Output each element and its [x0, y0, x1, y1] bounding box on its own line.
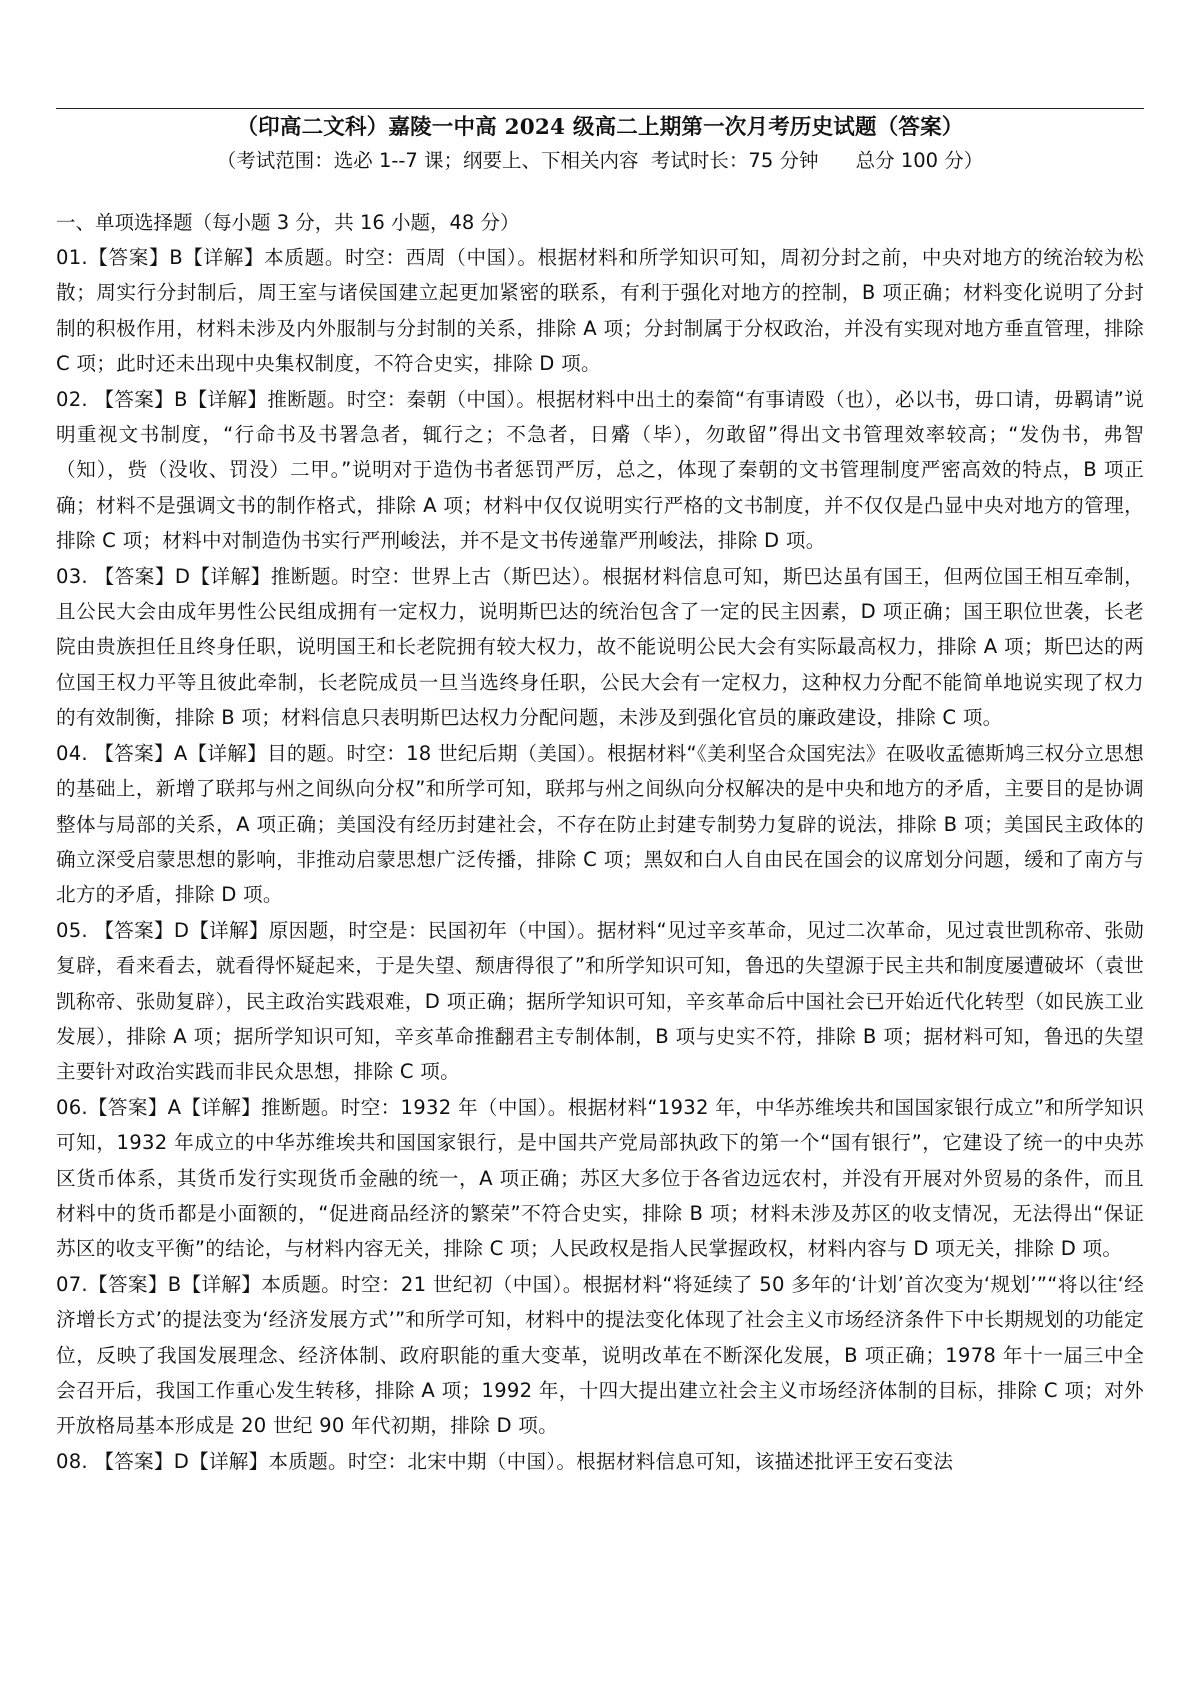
answer-item-04: 04. 【答案】A【详解】目的题。时空：18 世纪后期（美国）。根据材料“《美利坚合众国宪法》在吸收孟德斯鸠三权分立思想的基础上，新增了联邦与州之间纵向分权”和所学可知，联邦与州之间纵向分权解决的是中央和地方的矛盾，主要目的是协调整体与局部的关系，A 项正确；美国没有经历封建社会，不存在防止封建专制势力复辟的说法，排除 B 项；美国民主政体的确立深受启蒙思想的影响，非推动启蒙思想广泛传播，排除 C 项；黑奴和白人自由民在国会的议席划分问题，缓和了南方与北方的矛盾，排除 D 项。	[56, 741, 1144, 907]
exam-info-subtitle: （考试范围：选必 1--7 课；纲要上、下相关内容 考试时长：75 分钟 总分 100 分）	[216, 149, 984, 172]
page-title: （印高二文科）嘉陵一中高 2024 级高二上期第一次月考历史试题（答案）	[236, 115, 964, 140]
answer-item-08: 08. 【答案】D【详解】本质题。时空：北宋中期（中国）。根据材料信息可知，该描述批评王安石变法	[56, 1449, 954, 1473]
answer-list	[56, 240, 1144, 1479]
header-rule	[56, 108, 1144, 109]
answer-item-06: 06.【答案】A【详解】推断题。时空：1932 年（中国）。根据材料“1932 年，中华苏维埃共和国国家银行成立”和所学知识可知，1932 年成立的中华苏维埃共和国国家银行，是中国共产党局部执政下的第一个“国有银行”，它建设了统一的中央苏区货币体系，其货币发行实现货币金融的统一，A 项正确；苏区大多位于各省边远农村，并没有开展对外贸易的条件，而且材料中的货币都是小面额的，“促进商品经济的繁荣”不符合史实，排除 B 项；材料未涉及苏区的收支情况，无法得出“保证苏区的收支平衡”的结论，与材料内容无关，排除 C 项；人民政权是指人民掌握政权，材料内容与 D 项无关，排除 D 项。	[56, 1095, 1144, 1261]
answer-item-02: 02. 【答案】B【详解】推断题。时空：秦朝（中国）。根据材料中出土的秦简“有事请殴（也），必以书，毋口请，毋羁请”说明重视文书制度，“行命书及书署急者，辄行之；不急者，日觱（毕），勿敢留”得出文书管理效率较高；“发伪书，弗智（知），赀（没收、罚没）二甲。”说明对于造伪书者惩罚严厉，总之，体现了秦朝的文书管理制度严密高效的特点，B 项正确；材料不是强调文书的制作格式，排除 A 项；材料中仅仅说明实行严格的文书制度，并不仅仅是凸显中央对地方的管理，排除 C 项；材料中对制造伪书实行严刑峻法，并不是文书传递靠严刑峻法，排除 D 项。	[56, 387, 1144, 553]
answer-item-07: 07.【答案】B【详解】本质题。时空：21 世纪初（中国）。根据材料“将延续了 50 多年的‘计划’首次变为‘规划’”“将以往‘经济增长方式’的提法变为‘经济发展方式’”和所学可知，材料中的提法变化体现了社会主义市场经济条件下中长期规划的功能定位，反映了我国发展理念、经济体制、政府职能的重大变革，说明改革在不断深化发展，B 项正确；1978 年十一届三中全会召开后，我国工作重心发生转移，排除 A 项；1992 年，十四大提出建立社会主义市场经济体制的目标，排除 C 项；对外开放格局基本形成是 20 世纪 90 年代初期，排除 D 项。	[56, 1272, 1144, 1438]
answer-item-03: 03. 【答案】D【详解】推断题。时空：世界上古（斯巴达）。根据材料信息可知，斯巴达虽有国王，但两位国王相互牵制，且公民大会由成年男性公民组成拥有一定权力，说明斯巴达的统治包含了一定的民主因素，D 项正确；国王职位世袭，长老院由贵族担任且终身任职，说明国王和长老院拥有较大权力，故不能说明公民大会有实际最高权力，排除 A 项；斯巴达的两位国王权力平等且彼此牵制，长老院成员一旦当选终身任职，公民大会有一定权力，这种权力分配不能简单地说实现了权力的有效制衡，排除 B 项；材料信息只表明斯巴达权力分配问题，未涉及到强化官员的廉政建设，排除 C 项。	[56, 564, 1144, 730]
answer-item-05: 05. 【答案】D【详解】原因题，时空是：民国初年（中国）。据材料“见过辛亥革命，见过二次革命，见过袁世凯称帝、张勋复辟，看来看去，就看得怀疑起来，于是失望、颓唐得很了”和所学知识可知，鲁迅的失望源于民主共和制度屡遭破坏（袁世凯称帝、张勋复辟），民主政治实践艰难，D 项正确；据所学知识可知，辛亥革命后中国社会已开始近代化转型（如民族工业发展），排除 A 项；据所学知识可知，辛亥革命推翻君主专制体制，B 项与史实不符，排除 B 项；据材料可知，鲁迅的失望主要针对政治实践而非民众思想，排除 C 项。	[56, 918, 1144, 1084]
section-heading: 一、单项选择题（每小题 3 分，共 16 小题，48 分）	[56, 211, 520, 234]
answer-item-01: 01.【答案】B【详解】本质题。时空：西周（中国）。根据材料和所学知识可知，周初分封之前，中央对地方的统治较为松散；周实行分封制后，周王室与诸侯国建立起更加紧密的联系，有利于强化对地方的控制，B 项正确；材料变化说明了分封制的积极作用，材料未涉及内外服制与分封制的关系，排除 A 项；分封制属于分权政治，并没有实现对地方垂直管理，排除 C 项；此时还未出现中央集权制度，不符合史实，排除 D 项。	[56, 246, 1144, 376]
